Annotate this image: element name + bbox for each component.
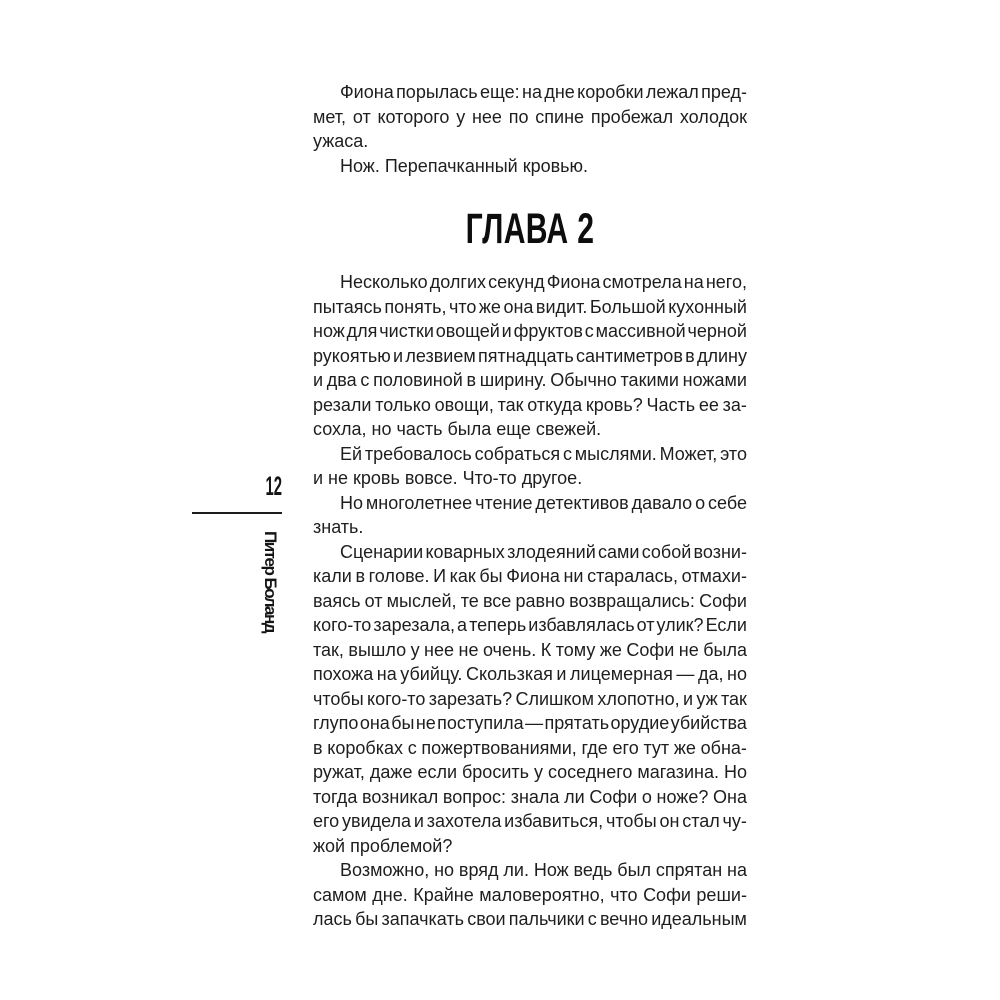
word: маловероятно,	[479, 884, 605, 905]
word: чтобы	[605, 811, 657, 831]
word: дне	[544, 82, 575, 102]
word: у	[410, 639, 420, 660]
word: Фиона	[340, 82, 394, 102]
text-line	[313, 638, 747, 663]
text-line	[313, 662, 747, 687]
word: хлопотно,	[597, 688, 680, 709]
word: с	[562, 443, 572, 464]
text-line	[313, 393, 747, 418]
word: массивной	[595, 321, 686, 341]
paragraph	[313, 154, 747, 179]
word: в	[355, 566, 365, 586]
word: Крайне	[413, 884, 474, 905]
text-line	[313, 711, 747, 736]
word: обна-	[700, 737, 747, 758]
word: убийцу.	[400, 664, 463, 684]
word: половиной	[373, 370, 463, 390]
text-line	[313, 760, 747, 785]
text-line	[313, 907, 747, 932]
word: и	[413, 811, 424, 831]
word: где	[581, 737, 608, 758]
word: с	[360, 370, 370, 390]
word: если	[417, 762, 458, 782]
word: злодеяний	[507, 541, 596, 562]
word: чу-	[722, 811, 747, 831]
word: в	[466, 370, 477, 390]
word: но	[727, 664, 747, 684]
word: видит.	[535, 296, 588, 317]
word: улик?	[656, 615, 704, 635]
page-number	[192, 472, 282, 500]
word: нож	[313, 321, 345, 341]
word: возни-	[693, 541, 747, 562]
word: Слишком	[515, 688, 594, 709]
word: еще:	[480, 82, 520, 102]
page-number-text: 12	[265, 471, 282, 501]
margin-divider-line	[192, 512, 282, 514]
word: реши-	[696, 884, 747, 905]
text-line	[313, 540, 747, 565]
word: не	[415, 713, 436, 733]
word: бы	[355, 909, 379, 929]
word: кого-то	[313, 615, 372, 635]
text-line	[313, 368, 747, 393]
word: которого	[377, 106, 450, 127]
word: о	[695, 492, 706, 513]
word: лась	[313, 909, 352, 929]
word: все	[482, 590, 512, 611]
word: соседнего	[547, 762, 633, 782]
word: стал	[682, 811, 720, 831]
text-line: ужаса.	[313, 131, 369, 151]
word: голове.	[368, 566, 430, 586]
word: о	[641, 786, 652, 807]
word: порылась	[396, 82, 478, 102]
word: возникал	[362, 786, 439, 807]
word: равно	[515, 590, 566, 611]
word: собой	[641, 541, 692, 562]
text-line	[313, 491, 747, 516]
text-line	[313, 564, 747, 589]
word: с	[587, 909, 597, 929]
word: у	[533, 762, 543, 782]
word: да,	[697, 664, 724, 684]
word: но	[434, 860, 455, 880]
word: и	[313, 370, 324, 390]
word: овощи,	[434, 394, 494, 415]
word: такими	[620, 370, 679, 390]
word: пальчики	[508, 909, 585, 929]
word: и	[682, 688, 694, 709]
word: бросить	[461, 762, 529, 782]
word: ваясь	[313, 590, 361, 611]
text-line: жой проблемой?	[313, 835, 453, 856]
word: К	[540, 639, 552, 660]
word: дне.	[372, 884, 408, 905]
word: запачкать	[381, 909, 465, 929]
chapter-heading	[313, 205, 747, 253]
paragraph	[313, 540, 747, 859]
word: с	[584, 321, 594, 341]
chapter-heading-text: ГЛАВА 2	[465, 205, 595, 253]
word: Сценарии	[340, 541, 424, 562]
text-line	[313, 809, 747, 834]
word: избавиться,	[504, 811, 604, 831]
word: Возможно,	[340, 860, 430, 880]
word: коварных	[425, 541, 505, 562]
word: убийства	[670, 713, 747, 733]
word: собраться	[474, 443, 561, 464]
paragraph	[313, 270, 747, 442]
word: пробежал	[590, 106, 674, 127]
word: бы	[391, 713, 415, 733]
word: И	[433, 566, 446, 586]
word: откуда	[527, 394, 583, 415]
paragraph	[313, 858, 747, 932]
word: был	[617, 860, 652, 880]
word: —	[676, 664, 695, 684]
word: захотела	[426, 811, 502, 831]
word: Может,	[659, 443, 718, 464]
word: лежал	[645, 82, 699, 102]
word: ее	[698, 394, 719, 415]
word: вышло	[348, 639, 407, 660]
word: в	[685, 345, 695, 366]
word: глупо	[313, 713, 359, 733]
word: Обычно	[550, 370, 617, 390]
word: спрятан	[655, 860, 723, 880]
word: она	[359, 713, 390, 733]
word: —	[525, 713, 544, 733]
word: мет,	[313, 106, 347, 127]
text-line	[313, 883, 747, 908]
word: чистки	[379, 321, 434, 341]
word: очень.	[482, 639, 537, 660]
word: от	[364, 590, 383, 611]
word: тому	[555, 639, 596, 660]
word: ли	[564, 786, 585, 807]
text-line: и не кровь вовсе. Что-то другое.	[313, 468, 583, 488]
word: лицемерная	[570, 664, 673, 684]
word: два	[326, 370, 357, 390]
text-line	[313, 319, 747, 344]
word: пред-	[701, 82, 747, 102]
word: на	[522, 82, 542, 102]
word: похожа	[313, 664, 374, 684]
word: отмахи-	[681, 566, 747, 586]
word: Но	[340, 492, 364, 513]
word: он	[659, 811, 680, 831]
chapter-text	[313, 270, 747, 932]
word: кровь?	[585, 394, 643, 415]
text-line: знать.	[313, 517, 364, 537]
word: кого-то	[367, 688, 426, 709]
paragraph	[313, 80, 747, 154]
word: знала	[510, 786, 560, 807]
word: что	[448, 296, 477, 317]
word: коробки	[577, 82, 644, 102]
word: нее	[471, 106, 502, 127]
text-line: сохла, но часть была еще свежей.	[313, 419, 602, 439]
text-line	[313, 736, 747, 761]
word: сами	[598, 541, 640, 562]
word: Но	[723, 762, 747, 782]
word: пожертвованиями,	[421, 737, 577, 758]
word: Фиона	[546, 272, 601, 292]
word: и	[393, 345, 404, 366]
word: свои	[467, 909, 506, 929]
word: избавлялась	[528, 615, 635, 635]
word: на	[727, 860, 747, 880]
word: бы	[479, 566, 503, 586]
word: вряд	[458, 860, 499, 880]
word: кухонный	[668, 296, 747, 317]
word: Софи	[589, 786, 638, 807]
word: только	[375, 394, 431, 415]
word: у	[456, 106, 466, 127]
word: овощей	[435, 321, 500, 341]
word: теперь	[469, 615, 527, 635]
word: и	[556, 664, 567, 684]
word: прятать	[544, 713, 610, 733]
word: магазина.	[637, 762, 719, 782]
word: Фиона	[506, 566, 560, 586]
word: увидела	[342, 811, 412, 831]
word: смотрела	[602, 272, 682, 292]
word: Она	[713, 786, 747, 807]
word: ни	[563, 566, 584, 586]
word: даже	[369, 762, 413, 782]
word: возвращались:	[569, 590, 695, 611]
word: Если	[705, 615, 747, 635]
word: черной	[687, 321, 747, 341]
word: долгих	[429, 272, 487, 292]
word: вечно	[599, 909, 649, 929]
word: мыслями.	[574, 443, 657, 464]
word: его	[612, 737, 639, 758]
word: длину	[696, 345, 747, 366]
word: себе	[708, 492, 747, 513]
word: от	[636, 615, 655, 635]
word: тут	[643, 737, 670, 758]
word: ноже?	[656, 786, 709, 807]
word: Скользкая	[466, 664, 553, 684]
word: Нож	[533, 860, 569, 880]
word: что	[610, 884, 638, 905]
text-line	[313, 785, 747, 810]
word: за-	[722, 394, 747, 415]
word: мыслей,	[386, 590, 457, 611]
word: требовалось	[364, 443, 472, 464]
text-line: Нож. Перепачканный кровью.	[340, 155, 589, 176]
word: тогда	[313, 786, 358, 807]
word: не	[678, 639, 699, 660]
word: те	[460, 590, 479, 611]
word: пытаясь	[313, 296, 382, 317]
word: коробках	[327, 737, 403, 758]
word: Несколько	[340, 272, 428, 292]
text-line	[313, 613, 747, 638]
word: ширину.	[479, 370, 547, 390]
word: Софи	[626, 639, 675, 660]
word: давало	[631, 492, 693, 513]
word: лезвием	[405, 345, 476, 366]
word: так	[720, 688, 747, 709]
word: в	[313, 737, 323, 758]
word: и	[501, 321, 512, 341]
word: ружат,	[313, 762, 365, 782]
word: а	[457, 615, 468, 635]
word: чтение	[475, 492, 533, 513]
word: фруктов	[513, 321, 583, 341]
word: детективов	[535, 492, 629, 513]
word: ведь	[573, 860, 613, 880]
word: так,	[313, 639, 344, 660]
word: это	[720, 443, 747, 464]
word: чтобы	[313, 688, 364, 709]
word: Часть	[646, 394, 696, 415]
word: Большой	[589, 296, 666, 317]
word: резали	[313, 394, 372, 415]
text-line	[313, 105, 747, 130]
word: кали	[313, 566, 352, 586]
word: секунд	[488, 272, 545, 292]
word: по	[508, 106, 529, 127]
word: Софи	[699, 590, 747, 611]
word: на	[376, 664, 397, 684]
text-line	[313, 344, 747, 369]
author-name-vertical: Питер Боланд	[261, 531, 280, 633]
word: идеальным	[651, 909, 747, 929]
word: рукоятью	[313, 345, 391, 366]
text-line	[313, 442, 747, 467]
word: спине	[535, 106, 585, 127]
word: же	[599, 639, 622, 660]
word: зарезала,	[373, 615, 456, 635]
word: для	[346, 321, 378, 341]
word: Софи	[643, 884, 691, 905]
word: самом	[313, 884, 367, 905]
word: его	[313, 811, 340, 831]
word: поступила	[437, 713, 524, 733]
word: орудие	[610, 713, 670, 733]
word: с	[407, 737, 417, 758]
word: многолетнее	[365, 492, 473, 513]
word: ножами	[682, 370, 747, 390]
word: была	[703, 639, 747, 660]
word: не	[458, 639, 479, 660]
word: Ей	[340, 443, 363, 464]
word: вопрос:	[442, 786, 507, 807]
text-line	[313, 295, 747, 320]
text-line	[313, 270, 747, 295]
word: зарезать?	[428, 688, 513, 709]
word: она	[503, 296, 534, 317]
paragraph	[313, 491, 747, 540]
word: от	[352, 106, 371, 127]
word: нее	[424, 639, 455, 660]
word: же	[478, 296, 501, 317]
pre-chapter-text	[313, 80, 747, 178]
word: уж	[696, 688, 718, 709]
word: же	[673, 737, 696, 758]
word: ли.	[503, 860, 529, 880]
text-line	[313, 858, 747, 883]
paragraph	[313, 442, 747, 491]
word: понять,	[384, 296, 447, 317]
text-column	[313, 80, 747, 932]
text-line	[313, 589, 747, 614]
word: старалась,	[587, 566, 679, 586]
word: как	[449, 566, 476, 586]
text-line	[313, 687, 747, 712]
word: него,	[705, 272, 747, 292]
word: сантиметров	[576, 345, 683, 366]
text-line	[313, 80, 747, 105]
word: так	[497, 394, 524, 415]
word: на	[683, 272, 704, 292]
word: холодок	[679, 106, 747, 127]
word: пятнадцать	[478, 345, 574, 366]
